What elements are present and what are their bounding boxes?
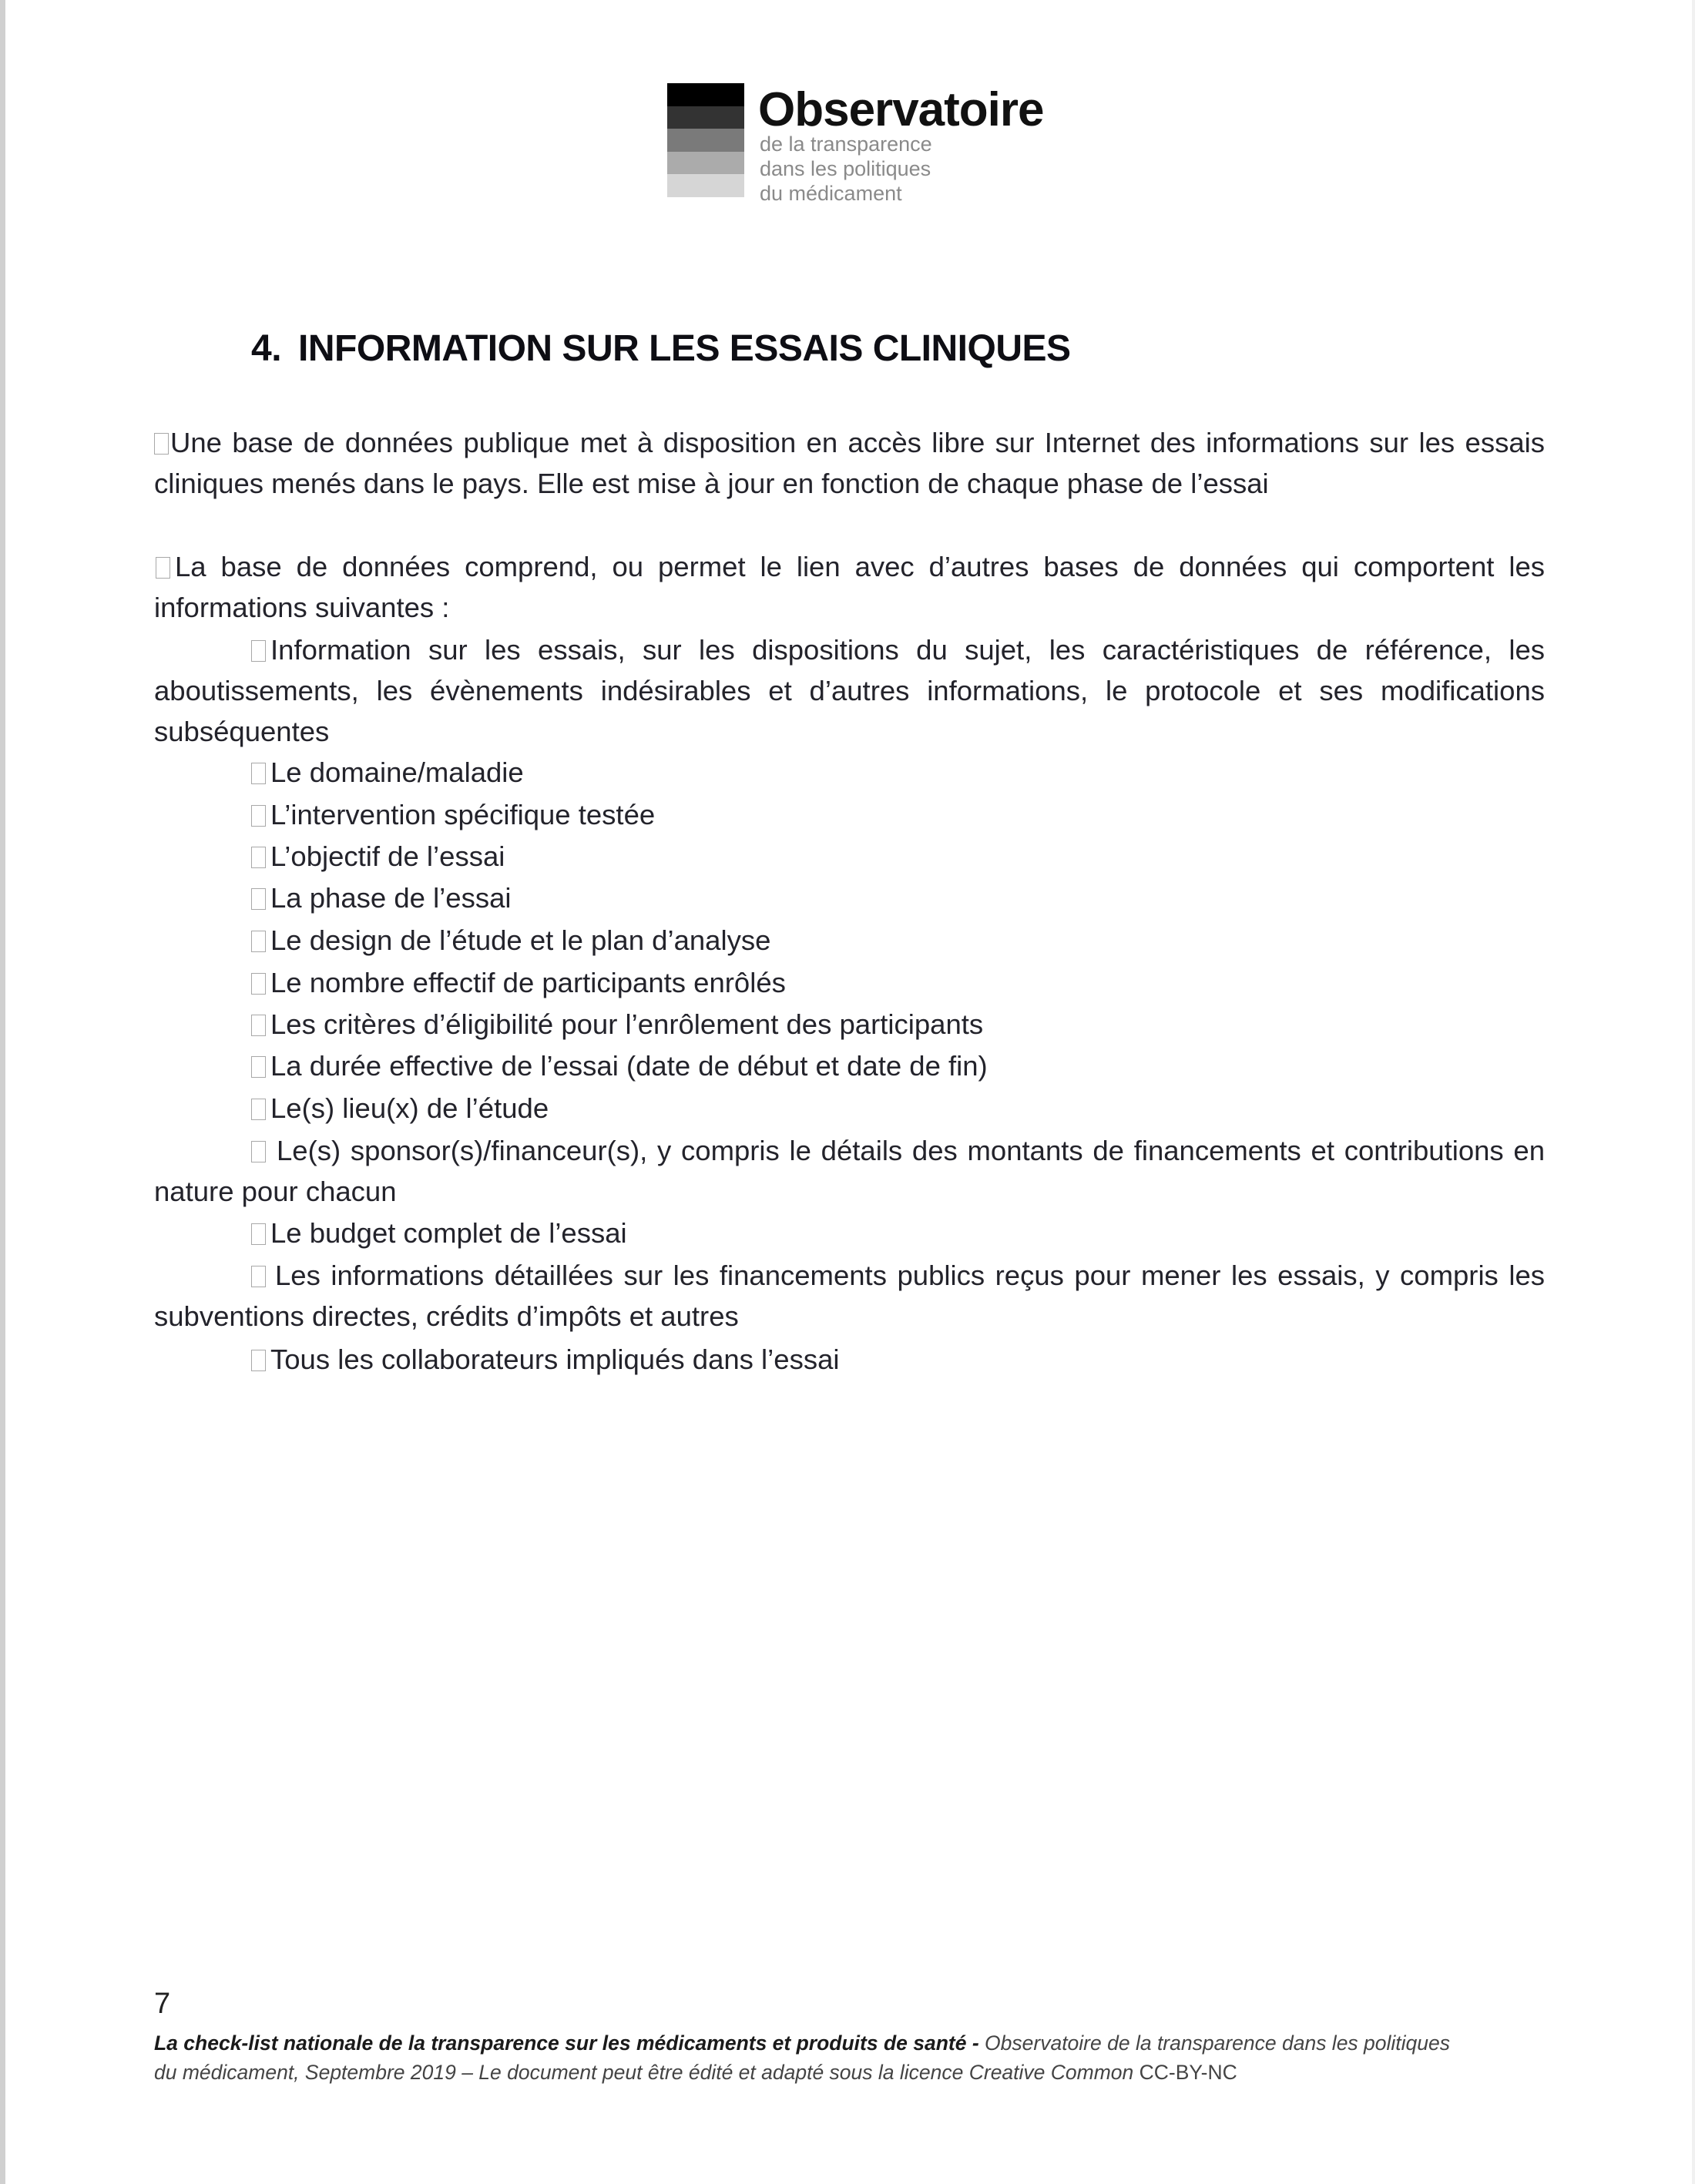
checklist-item <box>251 1004 983 1045</box>
paragraph-text: Information sur les essais, sur les dispositions du sujet, les caractéristiques de référence, les aboutissements, les évènements indésirables et d’autres informations, le protocole et ses modifications subséquentes <box>154 634 1545 747</box>
logo-subtitle-line: de la transparence <box>760 133 932 156</box>
logo-bar <box>667 83 744 106</box>
checkbox-icon[interactable] <box>251 1223 266 1245</box>
logo-bar <box>667 129 744 152</box>
logo-title: Observatoire <box>758 83 1044 136</box>
checklist-item-label: Le(s) sponsor(s)/financeur(s), y compris le détails des montants de financements et contributions en nature pour chacun <box>154 1135 1545 1207</box>
checklist-item-label: Le budget complet de l’essai <box>270 1217 627 1249</box>
checklist-item-label: L’objectif de l’essai <box>270 840 505 872</box>
logo-bar <box>667 174 744 197</box>
checklist-item-label: Les critères d’éligibilité pour l’enrôlement des participants <box>270 1008 984 1040</box>
paragraph-text: La base de données comprend, ou permet le lien avec d’autres bases de données qui comportent les informations suivantes : <box>154 551 1545 623</box>
checklist-item <box>251 1088 549 1129</box>
checkbox-icon[interactable] <box>251 1350 266 1371</box>
logo-subtitle-line: dans les politiques <box>760 157 931 180</box>
section-title: INFORMATION SUR LES ESSAIS CLINIQUES <box>298 328 1071 369</box>
checklist-item <box>251 836 505 877</box>
page-number: 7 <box>154 1988 171 2020</box>
page-left-edge <box>0 0 5 2184</box>
footer-license: CC-BY-NC <box>1139 2061 1237 2084</box>
checklist-item-label: Tous les collaborateurs impliqués dans l’essai <box>270 1344 840 1375</box>
checklist-item-label: Les informations détaillées sur les financements publics reçus pour mener les essais, y compris les subventions directes, crédits d’impôts et autres <box>154 1260 1545 1332</box>
checklist-item <box>251 1339 839 1380</box>
checklist-item <box>251 877 512 918</box>
checklist-item-label: Le design de l’étude et le plan d’analyse <box>270 924 771 956</box>
checklist-item-label: Le(s) lieu(x) de l’étude <box>270 1092 549 1124</box>
checklist-item <box>251 920 770 961</box>
checklist-item-label: L’intervention spécifique testée <box>270 799 656 830</box>
logo-bars <box>667 83 744 197</box>
checklist-item-wrapped <box>154 1255 1545 1337</box>
checklist-item <box>251 962 786 1003</box>
checklist-item <box>251 1045 988 1086</box>
logo-bar <box>667 152 744 175</box>
checklist-item <box>251 1213 627 1253</box>
checkbox-icon[interactable] <box>154 433 169 455</box>
checklist-item-label: La durée effective de l’essai (date de début et date de fin) <box>270 1050 988 1082</box>
logo-subtitle-line: du médicament <box>760 182 902 205</box>
checkbox-icon[interactable] <box>251 763 266 784</box>
checkbox-icon[interactable] <box>251 1141 266 1162</box>
checkbox-icon[interactable] <box>251 640 266 662</box>
checkbox-icon[interactable] <box>251 1099 266 1120</box>
checklist-paragraph <box>154 629 1545 752</box>
footer-title: La check-list nationale de la transparence sur les médicaments et produits de santé - <box>154 2031 979 2055</box>
checkbox-icon[interactable] <box>156 557 170 579</box>
section-number: 4. <box>251 328 282 369</box>
checkbox-icon[interactable] <box>251 847 266 868</box>
logo-bar <box>667 106 744 129</box>
checkbox-icon[interactable] <box>251 1266 266 1287</box>
checkbox-icon[interactable] <box>251 931 266 952</box>
checklist-paragraph <box>154 546 1545 628</box>
checklist-paragraph <box>154 422 1545 504</box>
checklist-item-wrapped <box>154 1130 1545 1212</box>
checklist-item-label: Le domaine/maladie <box>270 757 524 788</box>
checkbox-icon[interactable] <box>251 888 266 910</box>
checklist-item-label: Le nombre effectif de participants enrôlés <box>270 967 786 998</box>
checklist-item <box>251 794 655 835</box>
section-heading <box>251 327 1071 370</box>
paragraph-text: Une base de données publique met à disposition en accès libre sur Internet des informations sur les essais cliniques menés dans le pays. Elle est mise à jour en fonction de chaque phase de l’essai <box>154 427 1545 499</box>
footer-credit-text: Observatoire de la transparence dans les politiques du médicament, Septembre 2019 – Le document peut être édité et adapté sous la licence Creative Common <box>154 2031 1451 2084</box>
checkbox-icon[interactable] <box>251 973 266 995</box>
checkbox-icon[interactable] <box>251 1056 266 1078</box>
checkbox-icon[interactable] <box>251 1015 266 1036</box>
checklist-item <box>251 752 524 793</box>
checkbox-icon[interactable] <box>251 805 266 827</box>
footer-credit <box>154 2028 1464 2087</box>
observatoire-logo <box>667 83 1044 206</box>
checklist-item-label: La phase de l’essai <box>270 882 512 914</box>
page-right-edge <box>1692 0 1695 2184</box>
